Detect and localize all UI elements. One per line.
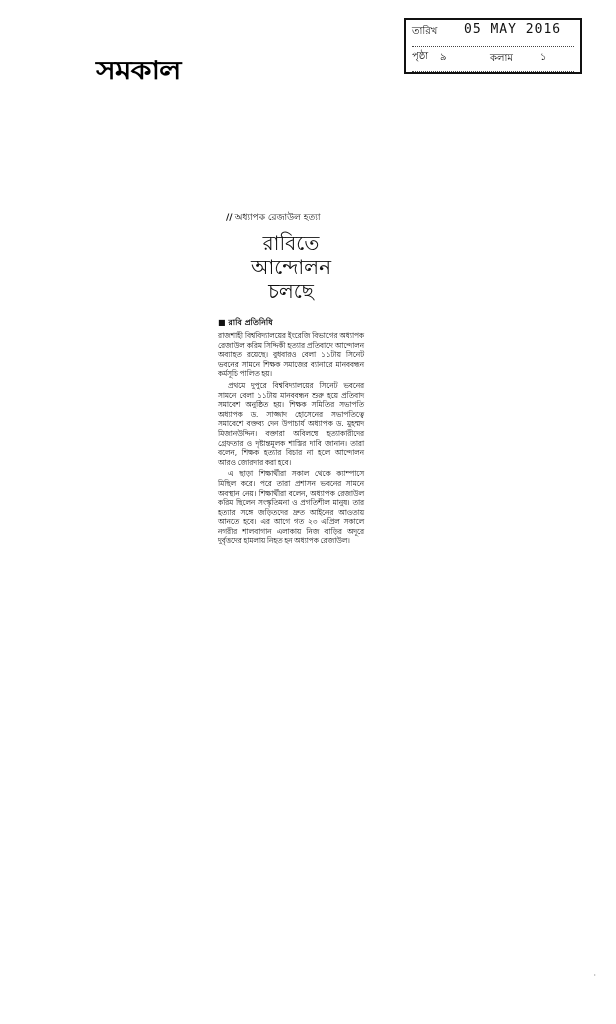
stamp-column-value: ১ bbox=[540, 52, 547, 63]
article-kicker-text: অধ্যাপক রেজাউল হত্যা bbox=[234, 213, 321, 223]
slash-mark-icon: // bbox=[226, 213, 233, 223]
article-paragraph: রাজশাহী বিশ্ববিদ্যালয়ের ইংরেজি বিভাগের অধ্যাপক রেজাউল করিম সিদ্দিকী হত্যার প্রতিবাদে আন্দোলন অব্যাহত রয়েছে। বুধবারও বেলা ১১টায় সিনেট ভবনের সামনে শিক্ষক সমাজের ব্যানারে মানববন্ধন কর্মসূচি পালিত হয়। bbox=[218, 331, 364, 379]
article-kicker bbox=[226, 210, 364, 225]
stamp-date-label: তারিখ bbox=[412, 26, 438, 37]
article-body bbox=[218, 331, 364, 546]
stamp-page-label: পৃষ্ঠা bbox=[412, 51, 429, 62]
stamp-column-label: কলাম bbox=[490, 53, 513, 64]
archive-stamp bbox=[404, 18, 582, 74]
headline-line: রাবিতে bbox=[262, 231, 320, 255]
article-byline bbox=[218, 317, 364, 330]
stamp-page-row bbox=[412, 49, 574, 72]
stamp-page-value: ৯ bbox=[440, 52, 447, 63]
article-paragraph: এ ছাড়া শিক্ষার্থীরা সকাল থেকে ক্যাম্পাসে মিছিল করে। পরে তারা প্রশাসন ভবনের সামনে অবস্থান নেয়। শিক্ষার্থীরা বলেন, অধ্যাপক রেজাউল করিম ছিলেন সংস্কৃতিমনা ও প্রগতিশীল মানুষ। তার হত্যার সঙ্গে জড়িতদের দ্রুত আইনের আওতায় আনতে হবে। এর আগে গত ২৩ এপ্রিল সকালে নগরীর শালবাগান এলাকায় নিজ বাড়ির অদূরে দুর্বৃত্তদের হামলায় নিহত হন অধ্যাপক রেজাউল। bbox=[218, 469, 364, 546]
headline-line: আন্দোলন bbox=[250, 255, 332, 279]
newspaper-masthead: সমকাল bbox=[96, 55, 181, 86]
news-clipping bbox=[218, 210, 364, 548]
headline-line: চলছে bbox=[268, 279, 314, 303]
corner-mark: · bbox=[593, 971, 596, 980]
article-paragraph: প্রথমে দুপুরে বিশ্ববিদ্যালয়ের সিনেট ভবনের সামনে বেলা ১১টায় মানববন্ধন শুরু হয়ে প্রতিবাদ সমাবেশ অনুষ্ঠিত হয়। শিক্ষক সমিতির সভাপতি অধ্যাপক ড. সাজ্জাদ হোসেনের সভাপতিত্বে সমাবেশে বক্তব্য দেন উপাচার্য অধ্যাপক ড. মুহম্মদ মিজানউদ্দিন। বক্তারা অবিলম্বে হত্যাকারীদের গ্রেফতার ও দৃষ্টান্তমূলক শাস্তির দাবি জানান। তারা বলেন, শিক্ষক হত্যার বিচার না হলে আন্দোলন আরও জোরদার করা হবে। bbox=[218, 380, 364, 467]
bullet-square-icon: ■ bbox=[218, 318, 229, 327]
article-byline-text: রাবি প্রতিনিধি bbox=[228, 318, 273, 327]
stamp-date-value: 05 MAY 2016 bbox=[464, 22, 562, 37]
article-headline bbox=[218, 231, 364, 303]
stamp-date-row bbox=[412, 24, 574, 47]
